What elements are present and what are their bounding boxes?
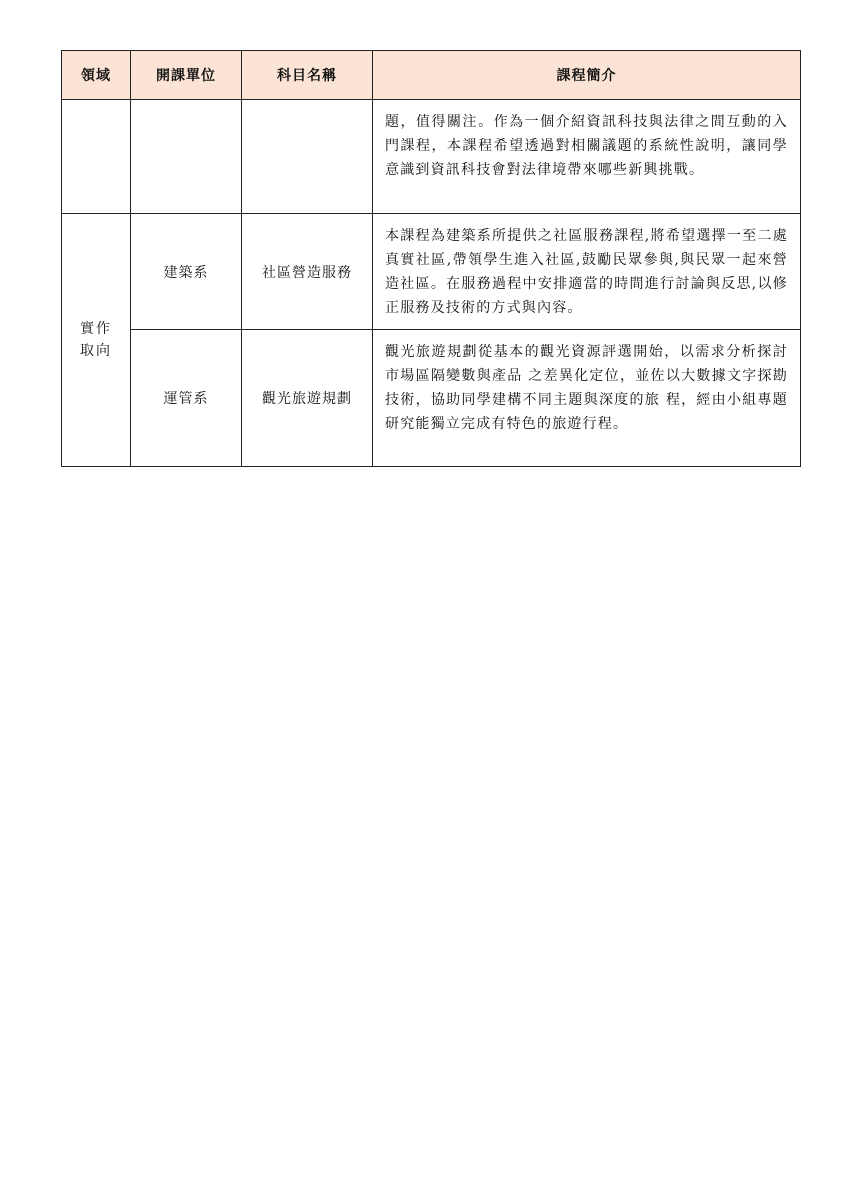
subject-cell-tourism-planning: 觀光旅遊規劃: [242, 330, 373, 467]
table-header: [62, 51, 801, 100]
intro-cell-community-building: 本課程為建築系所提供之社區服務課程,將希望選擇一至二處真實社區,帶領學生進入社區,鼓勵民眾參與,與民眾一起來營造社區。在服務過程中安排適當的時間進行討論與反思,以修正服務及技術的方式與內容。: [373, 214, 801, 330]
unit-cell-architecture: 建築系: [131, 214, 242, 330]
header-intro: 課程簡介: [373, 51, 801, 100]
table-row-architecture: [62, 214, 801, 330]
domain-cell-practical: [62, 214, 131, 467]
header-domain: 領域: [62, 51, 131, 100]
continuation-unit-cell: [131, 100, 242, 214]
continuation-intro-cell: 題，值得關注。作為一個介紹資訊科技與法律之間互動的入門課程，本課程希望透過對相關議題的系統性說明，讓同學意識到資訊科技會對法律境帶來哪些新興挑戰。: [373, 100, 801, 214]
continuation-subject-cell: [242, 100, 373, 214]
continuation-domain-cell: [62, 100, 131, 214]
course-table: [61, 50, 801, 467]
header-subject: 科目名稱: [242, 51, 373, 100]
subject-cell-community-building: 社區營造服務: [242, 214, 373, 330]
unit-cell-transport-management: 運管系: [131, 330, 242, 467]
header-row: [62, 51, 801, 100]
table-row-transport-management: [62, 330, 801, 467]
table-body: [62, 100, 801, 467]
intro-cell-tourism-planning: 觀光旅遊規劃從基本的觀光資源評選開始，以需求分析探討市場區隔變數與產品 之差異化定位，並佐以大數據文字探勘技術，協助同學建構不同主題與深度的旅 程，經由小組專題研究能獨立完成有特色的旅遊行程。: [373, 330, 801, 467]
table-row-continuation: [62, 100, 801, 214]
domain-label: 實作取向: [80, 321, 112, 359]
header-unit: 開課單位: [131, 51, 242, 100]
